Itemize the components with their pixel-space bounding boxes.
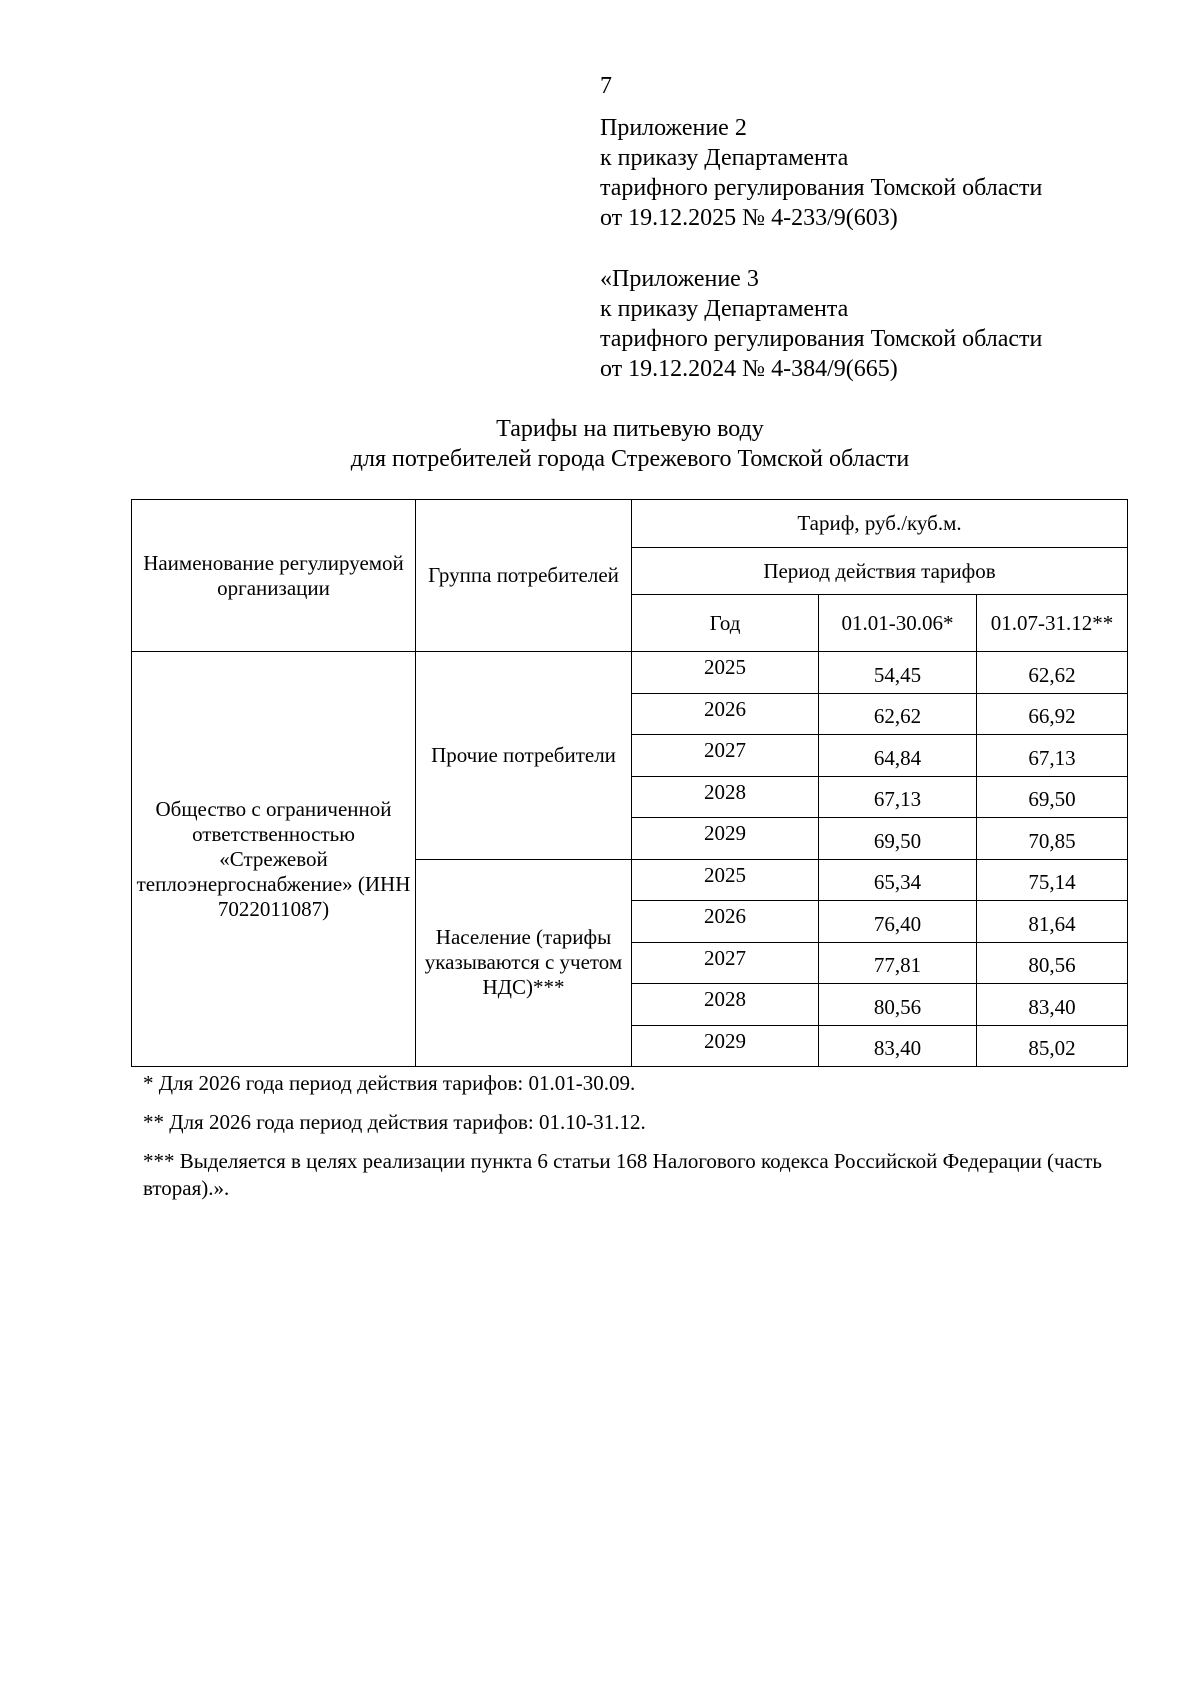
tariff-second-half-cell: 62,62 bbox=[977, 652, 1128, 694]
tariff-second-half-cell: 85,02 bbox=[977, 1025, 1128, 1067]
tariff-second-half-cell: 70,85 bbox=[977, 818, 1128, 860]
annex-current-line-4: от 19.12.2025 № 4-233/9(603) bbox=[600, 205, 898, 231]
footnote-3: *** Выделяется в целях реализации пункта 6 статьи 168 Налогового кодекса Российской Федерации (часть вторая).». bbox=[143, 1149, 1103, 1200]
year-cell: 2028 bbox=[632, 776, 819, 818]
annex-previous-line-1: «Приложение 3 bbox=[600, 266, 759, 292]
year-cell: 2026 bbox=[632, 693, 819, 735]
tariff-second-half-cell: 67,13 bbox=[977, 735, 1128, 777]
tariff-first-half-cell: 77,81 bbox=[819, 942, 977, 984]
footnote-2: ** Для 2026 года период действия тарифов: 01.10-31.12. bbox=[143, 1110, 646, 1134]
header-row-tariff bbox=[132, 500, 1128, 548]
tariff-second-half-cell: 81,64 bbox=[977, 901, 1128, 943]
header-second-half: 01.07-31.12** bbox=[977, 595, 1128, 652]
tariff-second-half-cell: 80,56 bbox=[977, 942, 1128, 984]
tariff-first-half-cell: 64,84 bbox=[819, 735, 977, 777]
header-consumer-group: Группа потребителей bbox=[416, 500, 632, 652]
annex-previous-header bbox=[600, 264, 1160, 384]
tariff-first-half-cell: 83,40 bbox=[819, 1025, 977, 1067]
tariff-second-half-cell: 69,50 bbox=[977, 776, 1128, 818]
footnote-1: * Для 2026 года период действия тарифов: 01.01-30.09. bbox=[143, 1071, 636, 1095]
tariff-first-half-cell: 62,62 bbox=[819, 693, 977, 735]
tariff-first-half-cell: 67,13 bbox=[819, 776, 977, 818]
annex-previous-line-2: к приказу Департамента bbox=[600, 296, 849, 322]
year-cell: 2028 bbox=[632, 984, 819, 1026]
footnotes bbox=[143, 1070, 1103, 1214]
header-tariff: Тариф, руб./куб.м. bbox=[632, 500, 1128, 548]
year-cell: 2027 bbox=[632, 735, 819, 777]
document-title bbox=[0, 414, 1200, 474]
year-cell: 2029 bbox=[632, 1025, 819, 1067]
year-cell: 2025 bbox=[632, 652, 819, 694]
consumer-group-cell: Прочие потребители bbox=[416, 652, 632, 860]
tariff-table bbox=[131, 499, 1128, 1067]
annex-current-line-3: тарифного регулирования Томской области bbox=[600, 175, 1043, 201]
year-cell: 2029 bbox=[632, 818, 819, 860]
header-organization: Наименование регулируемой организации bbox=[132, 500, 416, 652]
document-title-line-1: Тарифы на питьевую воду bbox=[496, 416, 764, 442]
annex-previous-line-3: тарифного регулирования Томской области bbox=[600, 326, 1043, 352]
header-first-half: 01.01-30.06* bbox=[819, 595, 977, 652]
tariff-first-half-cell: 54,45 bbox=[819, 652, 977, 694]
tariff-second-half-cell: 83,40 bbox=[977, 984, 1128, 1026]
tariff-second-half-cell: 75,14 bbox=[977, 859, 1128, 901]
annex-current-line-1: Приложение 2 bbox=[600, 115, 747, 141]
year-cell: 2025 bbox=[632, 859, 819, 901]
header-period: Период действия тарифов bbox=[632, 548, 1128, 595]
year-cell: 2027 bbox=[632, 942, 819, 984]
tariff-first-half-cell: 69,50 bbox=[819, 818, 977, 860]
year-cell: 2026 bbox=[632, 901, 819, 943]
annex-previous-line-4: от 19.12.2024 № 4-384/9(665) bbox=[600, 356, 898, 382]
table-row bbox=[132, 652, 1128, 694]
tariff-first-half-cell: 65,34 bbox=[819, 859, 977, 901]
header-year: Год bbox=[632, 595, 819, 652]
tariff-second-half-cell: 66,92 bbox=[977, 693, 1128, 735]
tariff-first-half-cell: 76,40 bbox=[819, 901, 977, 943]
consumer-group-cell: Население (тарифы указываются с учетом НДС)*** bbox=[416, 859, 632, 1067]
tariff-first-half-cell: 80,56 bbox=[819, 984, 977, 1026]
document-title-line-2: для потребителей города Стрежевого Томской области bbox=[350, 446, 910, 472]
organization-name-cell: Общество с ограниченной ответственностью «Стрежевой теплоэнергоснабжение» (ИНН 7022011087) bbox=[132, 652, 416, 1067]
page-number: 7 bbox=[600, 73, 612, 99]
annex-current-line-2: к приказу Департамента bbox=[600, 145, 849, 171]
annex-current-header bbox=[600, 113, 1160, 233]
